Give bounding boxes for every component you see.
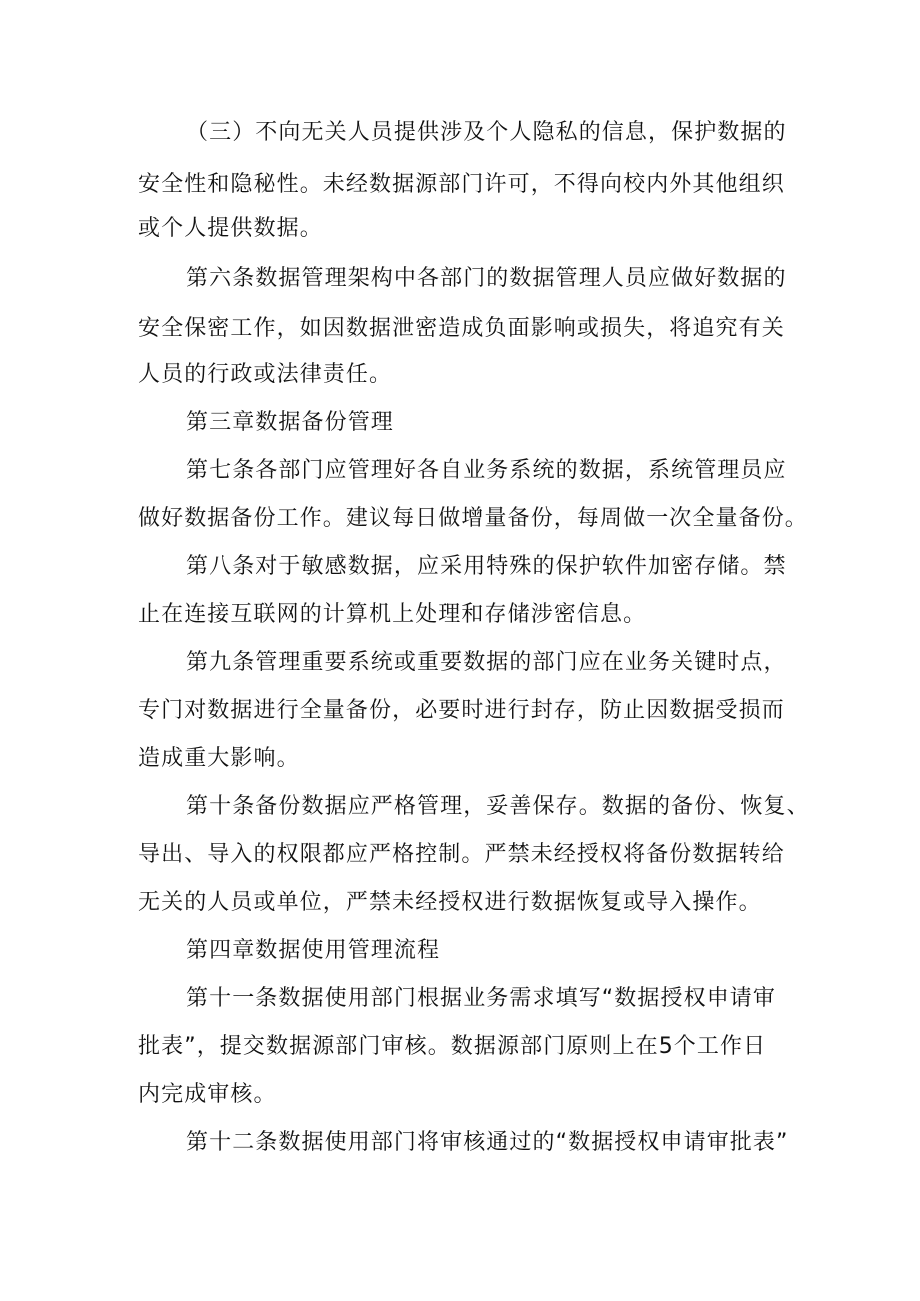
article-6-line-3: 人员的行政或法律责任。 — [138, 362, 393, 387]
paragraph-3-line-2: 安全性和隐秘性。未经数据源部门许可，不得向校内外其他组织 — [138, 172, 785, 197]
article-7-line-1: 第七条各部门应管理好各自业务系统的数据，系统管理员应 — [186, 458, 787, 483]
article-6-line-1: 第六条数据管理架构中各部门的数据管理人员应做好数据的 — [186, 266, 787, 291]
article-8-line-2: 止在连接互联网的计算机上处理和存储涉密信息。 — [138, 602, 647, 627]
article-10-line-1: 第十条备份数据应严格管理，妥善保存。数据的备份、恢复、 — [186, 794, 810, 819]
chapter-4-heading: 第四章数据使用管理流程 — [186, 938, 441, 963]
article-12-line-1: 第十二条数据使用部门将审核通过的“数据授权申请审批表” — [186, 1130, 789, 1155]
article-10-line-3: 无关的人员或单位，严禁未经授权进行数据恢复或导入操作。 — [138, 890, 762, 915]
article-11-line-3: 内完成审核。 — [138, 1082, 277, 1107]
article-6-line-2: 安全保密工作，如因数据泄密造成负面影响或损失，将追究有关 — [138, 316, 785, 341]
article-11-line-1: 第十一条数据使用部门根据业务需求填写“数据授权申请审 — [186, 986, 776, 1011]
article-9-line-3: 造成重大影响。 — [138, 746, 300, 771]
article-9-line-1: 第九条管理重要系统或重要数据的部门应在业务关键时点， — [186, 650, 787, 675]
article-8-line-1: 第八条对于敏感数据，应采用特殊的保护软件加密存储。禁 — [186, 554, 787, 579]
paragraph-3-line-1: （三）不向无关人员提供涉及个人隐私的信息，保护数据的 — [186, 120, 787, 145]
chapter-3-heading: 第三章数据备份管理 — [186, 410, 394, 435]
article-11-line-2: 批表”，提交数据源部门审核。数据源部门原则上在5个工作日 — [138, 1034, 767, 1059]
article-9-line-2: 专门对数据进行全量备份，必要时进行封存，防止因数据受损而 — [138, 698, 785, 723]
article-10-line-2: 导出、导入的权限都应严格控制。严禁未经授权将备份数据转给 — [138, 842, 785, 867]
paragraph-3-line-3: 或个人提供数据。 — [138, 216, 323, 241]
article-7-line-2: 做好数据备份工作。建议每日做增量备份，每周做一次全量备份。 — [138, 506, 808, 531]
